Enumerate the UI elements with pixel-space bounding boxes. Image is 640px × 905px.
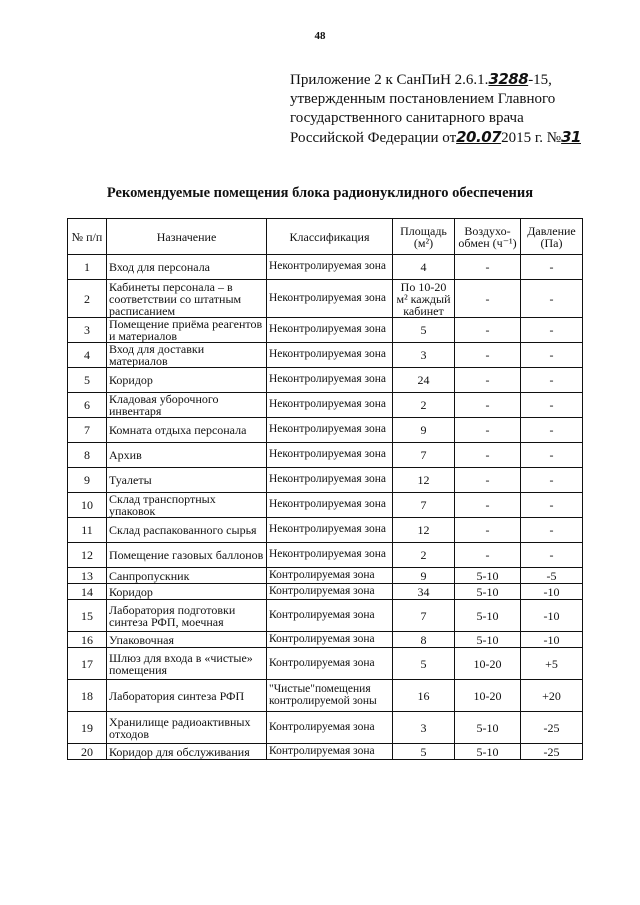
- classification-cell: Неконтролируемая зона: [267, 543, 393, 568]
- pressure-cell: -5: [521, 568, 583, 584]
- classification-cell: Неконтролируемая зона: [267, 343, 393, 368]
- purpose-cell: Коридор: [107, 368, 267, 393]
- air-exchange-cell: -: [455, 418, 521, 443]
- air-exchange-cell: -: [455, 493, 521, 518]
- air-exchange-cell: 5-10: [455, 568, 521, 584]
- appendix-line-1: [290, 70, 610, 90]
- table-row: [68, 712, 583, 744]
- row-number-cell: 12: [68, 543, 107, 568]
- purpose-cell: Санпропускник: [107, 568, 267, 584]
- row-number-cell: 3: [68, 318, 107, 343]
- air-exchange-cell: -: [455, 318, 521, 343]
- purpose-cell: Шлюз для входа в «чистые» помещения: [107, 648, 267, 680]
- purpose-cell: Коридор: [107, 584, 267, 600]
- row-number-cell: 9: [68, 468, 107, 493]
- classification-cell: Контролируемая зона: [267, 600, 393, 632]
- table-row: [68, 393, 583, 418]
- classification-cell: Неконтролируемая зона: [267, 443, 393, 468]
- classification-cell: Неконтролируемая зона: [267, 493, 393, 518]
- header-pressure: Давление (Па): [521, 219, 583, 255]
- pressure-cell: -: [521, 318, 583, 343]
- classification-cell: Неконтролируемая зона: [267, 518, 393, 543]
- air-exchange-cell: 10-20: [455, 680, 521, 712]
- appendix-line-2: утвержденным постановлением Главного: [290, 91, 556, 107]
- classification-cell: Неконтролируемая зона: [267, 468, 393, 493]
- table-row: [68, 568, 583, 584]
- purpose-cell: Склад транспортных упаковок: [107, 493, 267, 518]
- appendix-line-1-prefix: Приложение 2 к СанПиН 2.6.1.: [290, 72, 489, 88]
- area-cell: 4: [393, 255, 455, 280]
- table-row: [68, 584, 583, 600]
- header-num: № п/п: [68, 219, 107, 255]
- purpose-cell: Хранилище радиоактивных отходов: [107, 712, 267, 744]
- area-cell: 5: [393, 744, 455, 760]
- pressure-cell: -: [521, 280, 583, 318]
- table-row: [68, 493, 583, 518]
- document-title: Рекомендуемые помещения блока радионуклидного обеспечения: [106, 185, 534, 201]
- pressure-cell: -: [521, 343, 583, 368]
- pressure-cell: -: [521, 543, 583, 568]
- area-cell: 5: [393, 318, 455, 343]
- purpose-cell: Кладовая уборочного инвентаря: [107, 393, 267, 418]
- row-number-cell: 10: [68, 493, 107, 518]
- area-cell: 2: [393, 543, 455, 568]
- air-exchange-cell: 5-10: [455, 744, 521, 760]
- classification-cell: Неконтролируемая зона: [267, 255, 393, 280]
- air-exchange-cell: -: [455, 543, 521, 568]
- area-cell: 7: [393, 443, 455, 468]
- air-exchange-cell: 5-10: [455, 632, 521, 648]
- pressure-cell: -10: [521, 584, 583, 600]
- air-exchange-cell: -: [455, 393, 521, 418]
- header-air-exchange: Воздухо-обмен (ч⁻¹): [455, 219, 521, 255]
- classification-cell: Контролируемая зона: [267, 584, 393, 600]
- classification-cell: Контролируемая зона: [267, 712, 393, 744]
- air-exchange-cell: -: [455, 443, 521, 468]
- row-number-cell: 2: [68, 280, 107, 318]
- table-body: [68, 255, 583, 760]
- pressure-cell: -: [521, 468, 583, 493]
- row-number-cell: 15: [68, 600, 107, 632]
- area-cell: 9: [393, 418, 455, 443]
- area-cell: 7: [393, 493, 455, 518]
- pressure-cell: -10: [521, 600, 583, 632]
- air-exchange-cell: -: [455, 280, 521, 318]
- row-number-cell: 16: [68, 632, 107, 648]
- table-row: [68, 632, 583, 648]
- table-row: [68, 255, 583, 280]
- handwritten-order-number: 31: [561, 128, 581, 146]
- pressure-cell: -25: [521, 744, 583, 760]
- appendix-line-3: государственного санитарного врача: [290, 110, 524, 126]
- classification-cell: Неконтролируемая зона: [267, 368, 393, 393]
- classification-cell: Неконтролируемая зона: [267, 418, 393, 443]
- pressure-cell: -: [521, 443, 583, 468]
- table-row: [68, 418, 583, 443]
- table-row: [68, 543, 583, 568]
- area-cell: 12: [393, 468, 455, 493]
- row-number-cell: 19: [68, 712, 107, 744]
- handwritten-date: 20.07: [456, 128, 502, 146]
- air-exchange-cell: -: [455, 468, 521, 493]
- row-number-cell: 17: [68, 648, 107, 680]
- page-number: 48: [314, 30, 326, 42]
- pressure-cell: -: [521, 255, 583, 280]
- header-area: Площадь (м²): [393, 219, 455, 255]
- table-row: [68, 368, 583, 393]
- row-number-cell: 6: [68, 393, 107, 418]
- air-exchange-cell: 5-10: [455, 600, 521, 632]
- air-exchange-cell: -: [455, 255, 521, 280]
- table-row: [68, 648, 583, 680]
- row-number-cell: 18: [68, 680, 107, 712]
- purpose-cell: Упаковочная: [107, 632, 267, 648]
- table-header-row: [68, 219, 583, 255]
- purpose-cell: Архив: [107, 443, 267, 468]
- table-row: [68, 343, 583, 368]
- row-number-cell: 13: [68, 568, 107, 584]
- classification-cell: Неконтролируемая зона: [267, 318, 393, 343]
- table-row: [68, 318, 583, 343]
- area-cell: По 10-20 м² каждый кабинет: [393, 280, 455, 318]
- pressure-cell: +5: [521, 648, 583, 680]
- air-exchange-cell: 5-10: [455, 584, 521, 600]
- appendix-line-4-prefix: Российской Федерации от: [290, 130, 457, 146]
- air-exchange-cell: 10-20: [455, 648, 521, 680]
- area-cell: 5: [393, 648, 455, 680]
- area-cell: 16: [393, 680, 455, 712]
- area-cell: 7: [393, 600, 455, 632]
- classification-cell: Неконтролируемая зона: [267, 393, 393, 418]
- pressure-cell: -: [521, 493, 583, 518]
- area-cell: 12: [393, 518, 455, 543]
- area-cell: 34: [393, 584, 455, 600]
- handwritten-document-number: 3288: [488, 70, 529, 88]
- purpose-cell: Лаборатория синтеза РФП: [107, 680, 267, 712]
- pressure-cell: -: [521, 518, 583, 543]
- pressure-cell: -: [521, 393, 583, 418]
- row-number-cell: 7: [68, 418, 107, 443]
- row-number-cell: 14: [68, 584, 107, 600]
- row-number-cell: 1: [68, 255, 107, 280]
- area-cell: 2: [393, 393, 455, 418]
- area-cell: 24: [393, 368, 455, 393]
- classification-cell: "Чистые"помещения контролируемой зоны: [267, 680, 393, 712]
- table-row: [68, 744, 583, 760]
- row-number-cell: 8: [68, 443, 107, 468]
- appendix-line-1-suffix: -15,: [528, 72, 552, 88]
- header-classification: Классификация: [267, 219, 393, 255]
- rooms-table: [67, 218, 583, 760]
- purpose-cell: Помещение приёма реагентов и материалов: [107, 318, 267, 343]
- table-row: [68, 280, 583, 318]
- air-exchange-cell: 5-10: [455, 712, 521, 744]
- header-purpose: Назначение: [107, 219, 267, 255]
- purpose-cell: Комната отдыха персонала: [107, 418, 267, 443]
- pressure-cell: +20: [521, 680, 583, 712]
- row-number-cell: 4: [68, 343, 107, 368]
- appendix-line-4: [290, 128, 610, 148]
- appendix-line-4-mid: 2015 г. №: [501, 130, 562, 146]
- table-row: [68, 443, 583, 468]
- pressure-cell: -25: [521, 712, 583, 744]
- purpose-cell: Коридор для обслуживания: [107, 744, 267, 760]
- purpose-cell: Кабинеты персонала – в соответствии со штатным расписанием: [107, 280, 267, 318]
- row-number-cell: 5: [68, 368, 107, 393]
- classification-cell: Контролируемая зона: [267, 744, 393, 760]
- area-cell: 3: [393, 712, 455, 744]
- table-row: [68, 518, 583, 543]
- area-cell: 9: [393, 568, 455, 584]
- row-number-cell: 11: [68, 518, 107, 543]
- pressure-cell: -: [521, 368, 583, 393]
- area-cell: 3: [393, 343, 455, 368]
- table-row: [68, 680, 583, 712]
- classification-cell: Контролируемая зона: [267, 568, 393, 584]
- purpose-cell: Склад распакованного сырья: [107, 518, 267, 543]
- classification-cell: Неконтролируемая зона: [267, 280, 393, 318]
- appendix-header: [290, 70, 610, 148]
- row-number-cell: 20: [68, 744, 107, 760]
- air-exchange-cell: -: [455, 343, 521, 368]
- air-exchange-cell: -: [455, 368, 521, 393]
- classification-cell: Контролируемая зона: [267, 632, 393, 648]
- area-cell: 8: [393, 632, 455, 648]
- purpose-cell: Лаборатория подготовки синтеза РФП, моечная: [107, 600, 267, 632]
- purpose-cell: Вход для персонала: [107, 255, 267, 280]
- purpose-cell: Помещение газовых баллонов: [107, 543, 267, 568]
- purpose-cell: Вход для доставки материалов: [107, 343, 267, 368]
- pressure-cell: -: [521, 418, 583, 443]
- classification-cell: Контролируемая зона: [267, 648, 393, 680]
- air-exchange-cell: -: [455, 518, 521, 543]
- pressure-cell: -10: [521, 632, 583, 648]
- table-row: [68, 468, 583, 493]
- purpose-cell: Туалеты: [107, 468, 267, 493]
- table-row: [68, 600, 583, 632]
